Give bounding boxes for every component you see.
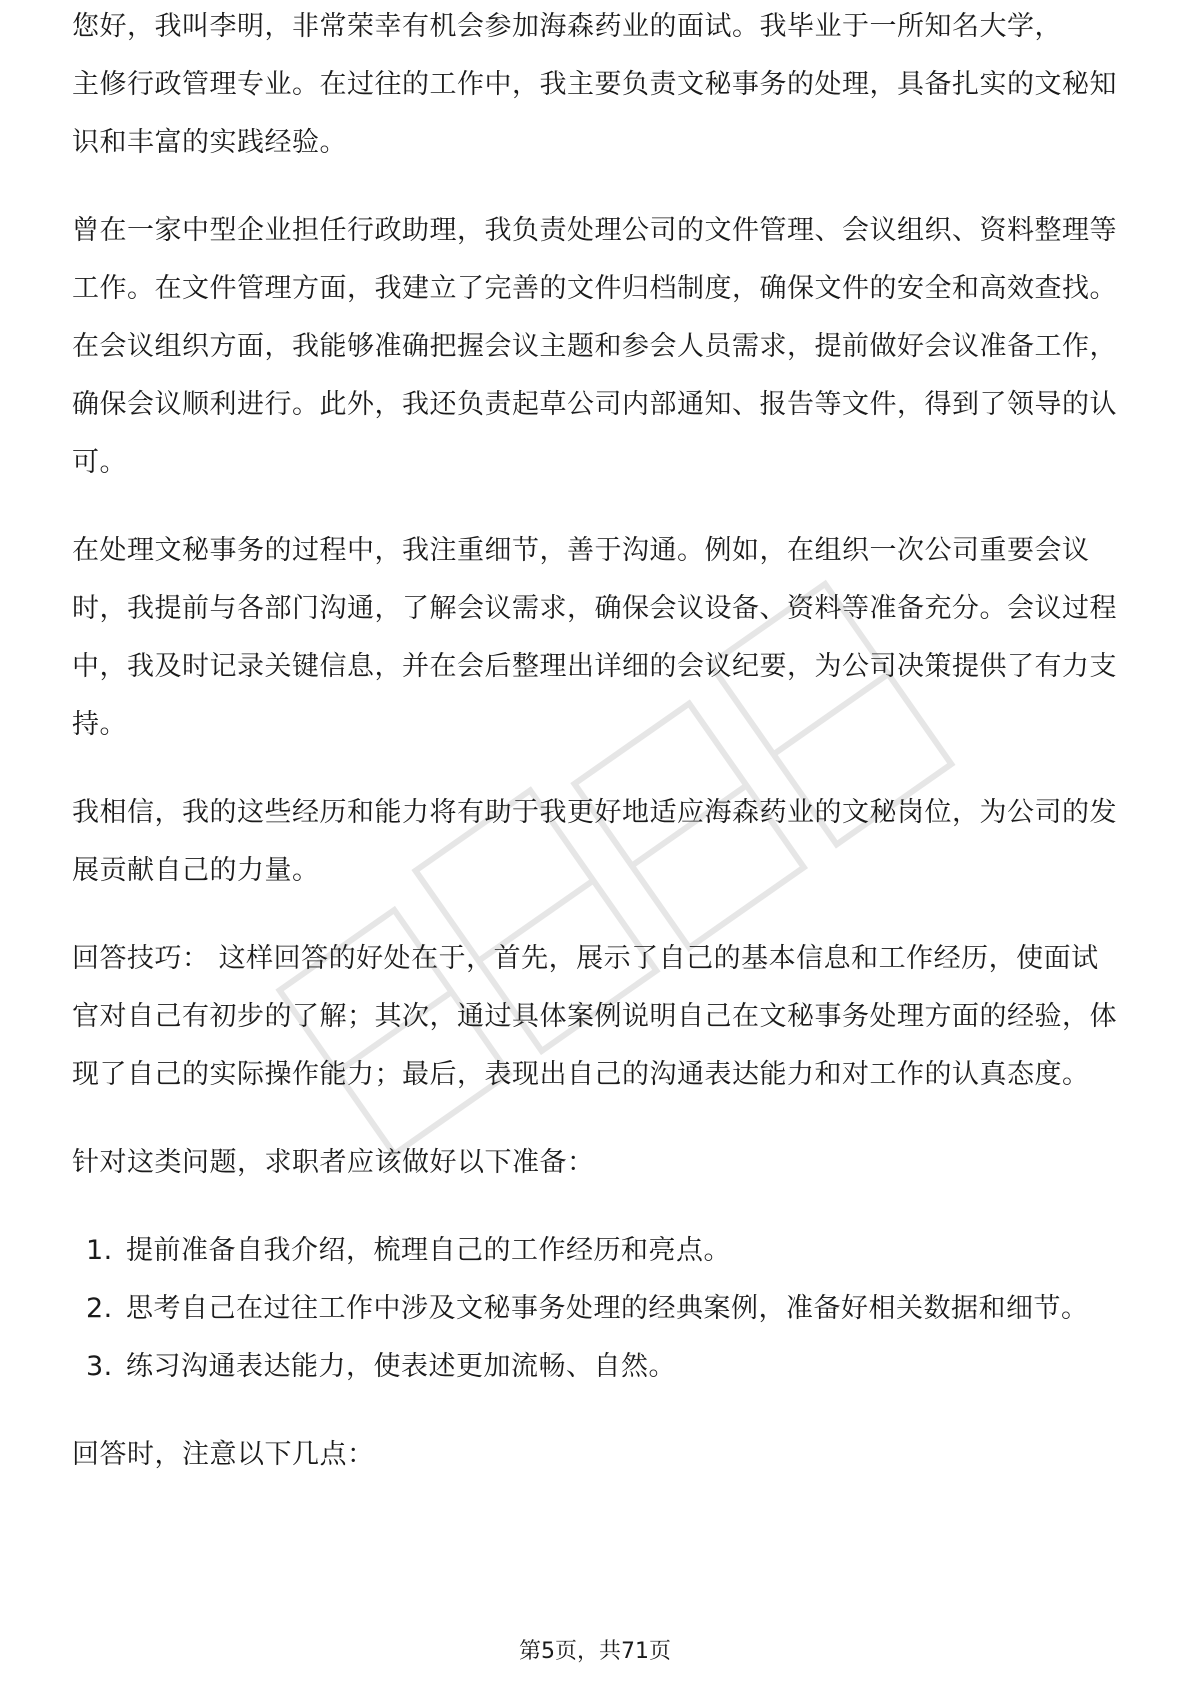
list-text: 思考自己在过往工作中涉及文秘事务处理的经典案例，准备好相关数据和细节。 (126, 1293, 1089, 1324)
list-item (72, 1280, 1122, 1338)
list-text: 提前准备自我介绍，梳理自己的工作经历和亮点。 (126, 1235, 731, 1266)
paragraph-experience: 曾在一家中型企业担任行政助理，我负责处理公司的文件管理、会议组织、资料整理等工作。在文件管理方面，我建立了完善的文件归档制度，确保文件的安全和高效查找。在会议组织方面，我能够准确把握会议主题和参会人员需求，提前做好会议准备工作，确保会议顺利进行。此外，我还负责起草公司内部通知、报告等文件，得到了领导的认可。 (72, 215, 1117, 478)
cut-off-text-line: 您好，我叫李明，非常荣幸有机会参加海森药业的面试。我毕业于一所知名大学， (72, 11, 1062, 42)
paragraph-conclusion: 我相信，我的这些经历和能力将有助于我更好地适应海森药业的文秘岗位，为公司的发展贡献自己的力量。 (72, 797, 1117, 886)
list-number: 3. (86, 1351, 113, 1382)
preparation-list (72, 1222, 1122, 1396)
list-text: 练习沟通表达能力，使表述更加流畅、自然。 (126, 1351, 676, 1382)
list-number: 1. (86, 1235, 113, 1266)
paragraph-education: 主修行政管理专业。在过往的工作中，我主要负责文秘事务的处理，具备扎实的文秘知识和丰富的实践经验。 (72, 69, 1117, 158)
document-body (72, 11, 1122, 1514)
list-item (72, 1222, 1122, 1280)
list-item (72, 1338, 1122, 1396)
paragraph-closing: 回答时，注意以下几点： (72, 1439, 375, 1470)
list-number: 2. (86, 1293, 113, 1324)
paragraph-tips: 回答技巧： 这样回答的好处在于，首先，展示了自己的基本信息和工作经历，使面试官对自己有初步的了解；其次，通过具体案例说明自己在文秘事务处理方面的经验，体现了自己的实际操作能力；最后，表现出自己的沟通表达能力和对工作的认真态度。 (72, 943, 1117, 1090)
page-number-footer: 第5页，共71页 (519, 1639, 671, 1664)
paragraph-preparation: 针对这类问题，求职者应该做好以下准备： (72, 1147, 595, 1178)
paragraph-skills: 在处理文秘事务的过程中，我注重细节，善于沟通。例如，在组织一次公司重要会议时，我提前与各部门沟通，了解会议需求，确保会议设备、资料等准备充分。会议过程中，我及时记录关键信息，并在会后整理出详细的会议纪要，为公司决策提供了有力支持。 (72, 535, 1117, 740)
